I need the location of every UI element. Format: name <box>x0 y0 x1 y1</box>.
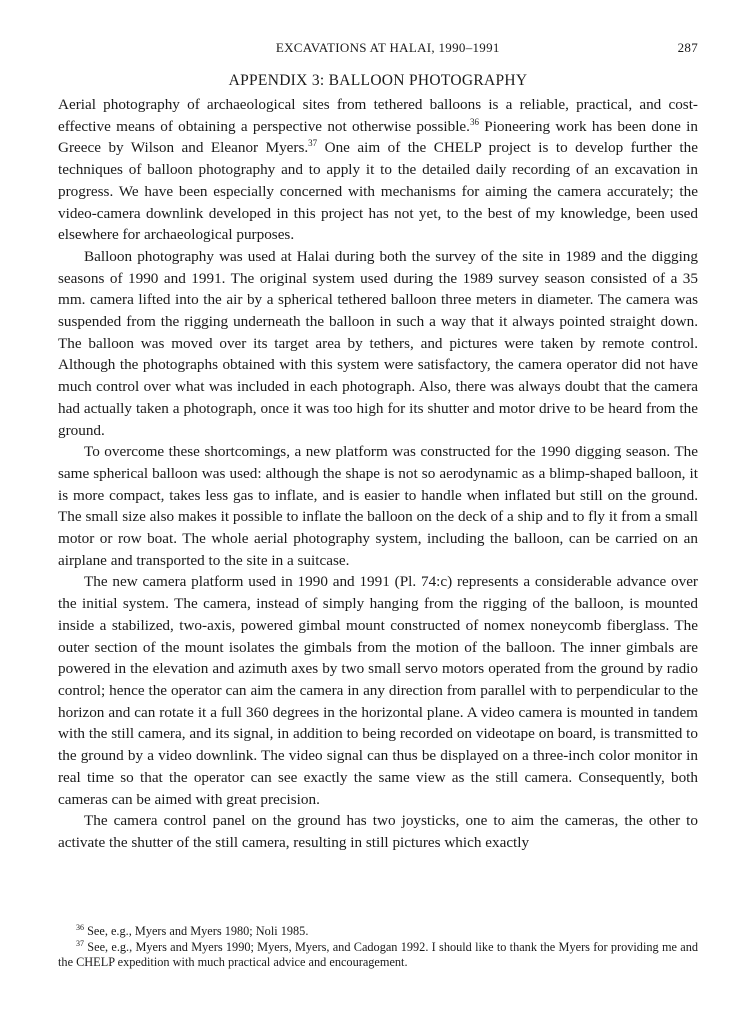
footnote-ref-36[interactable]: 36 <box>469 116 479 127</box>
footnote-36 <box>58 924 698 940</box>
main-text <box>58 94 698 854</box>
paragraph-3: To overcome these shortcomings, a new platform was constructed for the 1990 digging season. The same spherical balloon was used: although the shape is not so aerodynamic as a blimp-shaped balloon, it is more compact, takes less gas to inflate, and is easier to handle when inflated but still on the ground. The small size also makes it possible to inflate the balloon on the deck of a ship and to fly it from a small motor or row boat. The whole aerial photography system, including the balloon, can be carried on an airplane and transported to the site in a suitcase. <box>58 443 698 569</box>
footnote-36-text: See, e.g., Myers and Myers 1980; Noli 1985. <box>84 924 309 938</box>
page-number: 287 <box>677 40 698 55</box>
footnote-37 <box>58 940 698 971</box>
footnote-37-number: 37 <box>76 938 84 948</box>
paragraph-2: Balloon photography was used at Halai during both the survey of the site in 1989 and the digging seasons of 1990 and 1991. The original system used during the 1989 survey season consisted of a 35 mm. camera lifted into the air by a spherical tethered balloon three meters in diameter. The camera was suspended from the rigging underneath the balloon in such a way that it always pointed straight down. The balloon was moved over its target area by tethers, and pictures were taken by remote control. Although the photographs obtained with this system were satisfactory, the camera operator did not have much control over what was included in each photograph. Also, there was always doubt that the camera had actually taken a photograph, once it was too high for its shutter and motor drive to be heard from the ground. <box>58 247 698 439</box>
paragraph-1-text-a: Aerial photography of archaeological sites from tethered balloons is a reliable, practical, and cost-effective means of obtaining a perspective not otherwise possible. <box>58 96 698 135</box>
running-head <box>58 40 698 62</box>
footnote-ref-37[interactable]: 37 <box>308 138 318 149</box>
paragraph-4: The new camera platform used in 1990 and 1991 (Pl. 74:c) represents a considerable advance over the initial system. The camera, instead of simply hanging from the rigging of the balloon, is mounted inside a stabilized, two-axis, powered gimbal mount constructed of nomex noneycomb fiberglass. The outer section of the mount isolates the gimbals from the motion of the balloon. The inner gimbals are powered in the elevation and azimuth axes by two small servo motors operated from the ground by radio control; hence the operator can aim the camera in any direction from parallel with to perpendicular to the horizon and can rotate it a full 360 degrees in the horizontal plane. A video camera is mounted in tandem with the still camera, and its signal, in addition to being recorded on videotape on board, is transmitted to the ground by a video downlink. The video signal can thus be displayed on a three-inch color monitor in real time so that the operator can see exactly the same view as the still camera. Consequently, both cameras can be aimed with great precision. <box>58 573 698 808</box>
page-body <box>58 40 698 854</box>
section-title: APPENDIX 3: BALLOON PHOTOGRAPHY <box>228 72 528 89</box>
paragraph-1-text-c: One aim of the CHELP project is to develop further the techniques of balloon photography and to apply it to the detailed daily recording of an excavation in progress. We have been especially concerned with mechanisms for aiming the camera accurately; the video-camera downlink developed in this project has not yet, to the best of my knowledge, been used elsewhere for archaeological purposes. <box>58 139 698 244</box>
paragraph-1-text-b: Pioneering work has been done in Greece by Wilson and Eleanor Myers. <box>58 117 698 157</box>
running-title: EXCAVATIONS AT HALAI, 1990–1991 <box>275 40 500 55</box>
footnote-36-number: 36 <box>76 923 84 932</box>
footnotes <box>58 924 698 971</box>
paragraph-1 <box>58 94 698 246</box>
footnote-37-text: See, e.g., Myers and Myers 1990; Myers, Myers, and Cadogan 1992. I should like to thank the Myers for providing me and the CHELP expedition with much practical advice and encouragement. <box>58 939 698 969</box>
paragraph-5: The camera control panel on the ground has two joysticks, one to aim the cameras, the other to activate the shutter of the still camera, resulting in still pictures which exactly <box>58 812 698 851</box>
